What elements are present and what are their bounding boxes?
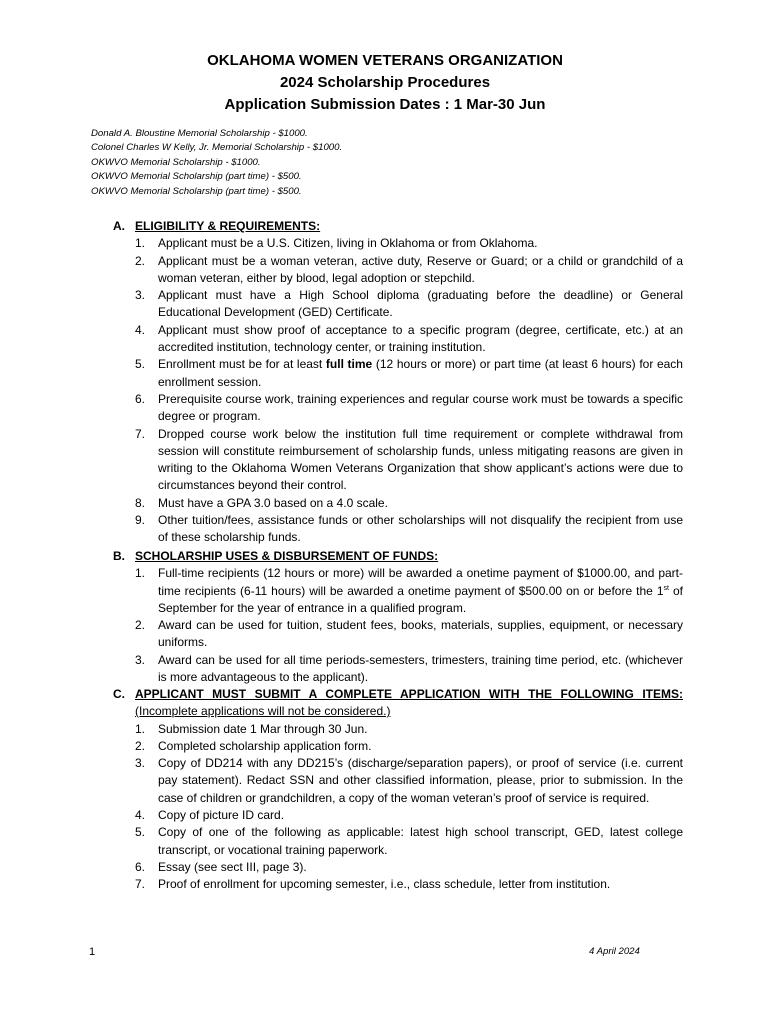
item-text: Must have a GPA 3.0 based on a 4.0 scale. — [158, 495, 388, 510]
section-application-items — [113, 686, 683, 894]
item-text-post: of September for the year of entrance in a qualified program. — [158, 583, 684, 615]
item-number: 8. — [135, 495, 146, 510]
item-text: Copy of DD214 with any DD215’s (discharge/separation papers), or proof of service (i.e. current pay statement). Redact SSN and other classified information, please, prior to submission. In the case of children or grandchildren, a copy of the woman veteran’s proof of service is required. — [158, 756, 683, 805]
list-item — [135, 859, 683, 876]
list-item — [135, 824, 683, 859]
list-item — [135, 617, 683, 652]
item-text — [158, 565, 683, 617]
item-text: Proof of enrollment for upcoming semester, i.e., class schedule, letter from institution. — [158, 877, 611, 892]
item-text: Applicant must have a High School diploma (graduating before the deadline) or General Educational Development (GED) Certificate. — [158, 288, 683, 320]
item-text: Applicant must be a woman veteran, active duty, Reserve or Guard; or a child or grandchild of a woman veteran, either by blood, legal adoption or stepchild. — [158, 253, 683, 285]
item-text: Other tuition/fees, assistance funds or other scholarships will not disqualify the recipient from use of these scholarship funds. — [158, 513, 683, 545]
section-eligibility — [113, 218, 683, 547]
item-number: 4. — [135, 322, 146, 337]
section-title: SCHOLARSHIP USES & DISBURSEMENT OF FUNDS: — [135, 549, 439, 563]
section-title: APPLICANT MUST SUBMIT A COMPLETE APPLICATION WITH THE FOLLOWING ITEMS: — [135, 687, 683, 701]
item-number: 3. — [135, 288, 146, 303]
item-text: Applicant must be a U.S. Citizen, living in Oklahoma or from Oklahoma. — [158, 236, 538, 251]
item-text-pre: Full-time recipients (12 hours or more) will be awarded a onetime payment of $1000.00, and part-time recipients (6-11 hours) will be awarded a onetime payment of $500.00 on or before the 1 — [158, 566, 683, 598]
item-number: 3. — [135, 652, 146, 667]
item-text: Essay (see sect III, page 3). — [158, 859, 307, 874]
list-item — [135, 807, 683, 824]
item-number: 9. — [135, 513, 146, 528]
list-item — [135, 738, 683, 755]
item-text-post: (12 hours or more) or part time (at least 6 hours) for each enrollment session. — [158, 357, 683, 389]
section-title: ELIGIBILITY & REQUIREMENTS: — [135, 219, 321, 233]
item-number: 6. — [135, 859, 146, 874]
item-text: Submission date 1 Mar through 30 Jun. — [158, 721, 368, 736]
section-heading — [113, 686, 683, 703]
section-heading — [113, 218, 683, 235]
section-letter: C. — [113, 687, 125, 701]
list-item — [135, 652, 683, 687]
list-item — [135, 322, 683, 357]
item-number: 1. — [135, 236, 146, 251]
item-text — [158, 356, 683, 391]
section-letter: B. — [113, 549, 125, 563]
scholarship-item: OKWVO Memorial Scholarship (part time) - $500. — [91, 171, 302, 183]
full-time-emphasis: full time — [325, 357, 373, 372]
item-text: Prerequisite course work, training experiences and regular course work must be towards a specific degree or program. — [158, 391, 683, 424]
scholarship-item: OKWVO Memorial Scholarship - $1000. — [91, 156, 261, 168]
item-number: 7. — [135, 877, 146, 892]
list-item — [135, 426, 683, 495]
list-item — [135, 755, 683, 807]
item-text: Copy of picture ID card. — [158, 808, 285, 823]
footer-date: 4 April 2024 — [589, 946, 640, 957]
scholarship-item: OKWVO Memorial Scholarship (part time) - $500. — [91, 185, 302, 197]
organization-title: OKLAHOMA WOMEN VETERANS ORGANIZATION — [207, 52, 563, 69]
item-number: 1. — [135, 721, 146, 736]
page-number: 1 — [89, 946, 96, 958]
item-number: 2. — [135, 618, 146, 633]
list-item — [135, 391, 683, 426]
list-item — [135, 253, 683, 288]
list-item — [135, 287, 683, 322]
item-number: 7. — [135, 426, 146, 441]
scholarship-list — [91, 127, 342, 199]
list-item — [135, 235, 683, 252]
item-number: 6. — [135, 391, 146, 406]
item-number: 5. — [135, 825, 146, 840]
list-item — [135, 512, 683, 547]
section-note: (Incomplete applications will not be considered.) — [135, 704, 391, 719]
submission-dates-title: Application Submission Dates : 1 Mar-30 Jun — [224, 96, 546, 113]
list-item — [135, 495, 683, 512]
item-number: 3. — [135, 756, 146, 771]
item-number: 1. — [135, 566, 146, 581]
item-text: Award can be used for all time periods-semesters, trimesters, training time period, etc. (whichever is more advantageous to the applicant). — [158, 652, 683, 685]
item-text: Applicant must show proof of acceptance to a specific program (degree, certificate, etc.) at an accredited institution, technology center, or training institution. — [158, 322, 683, 355]
list-item — [135, 356, 683, 391]
section-letter: A. — [113, 219, 125, 233]
item-number: 2. — [135, 253, 146, 268]
section-disbursement — [113, 548, 683, 686]
list-item — [135, 876, 683, 893]
item-text: Award can be used for tuition, student fees, books, materials, supplies, equipment, or necessary uniforms. — [158, 618, 683, 650]
scholarship-item: Donald A. Bloustine Memorial Scholarship - $1000. — [91, 128, 308, 139]
list-item — [135, 565, 683, 617]
item-number: 2. — [135, 738, 146, 753]
item-number: 4. — [135, 808, 146, 823]
list-item — [135, 721, 683, 738]
section-heading — [113, 548, 683, 565]
procedures-title: 2024 Scholarship Procedures — [279, 74, 491, 91]
item-text: Copy of one of the following as applicable: latest high school transcript, GED, latest college transcript, or vocational training paperwork. — [158, 825, 683, 857]
item-text-pre: Enrollment must be for at least — [158, 357, 326, 372]
item-text: Completed scholarship application form. — [158, 738, 372, 753]
ordinal-suffix: st — [663, 584, 669, 592]
document-header — [0, 50, 770, 116]
item-number: 5. — [135, 357, 146, 372]
item-text: Dropped course work below the institution full time requirement or complete withdrawal from session will constitute reimbursement of scholarship funds, unless mitigating reasons are given in writing to the Oklahoma Women Veterans Organization that show applicant’s actions were due to circumstances beyond their control. — [158, 426, 683, 493]
scholarship-item: Colonel Charles W Kelly, Jr. Memorial Scholarship - $1000. — [91, 142, 343, 154]
